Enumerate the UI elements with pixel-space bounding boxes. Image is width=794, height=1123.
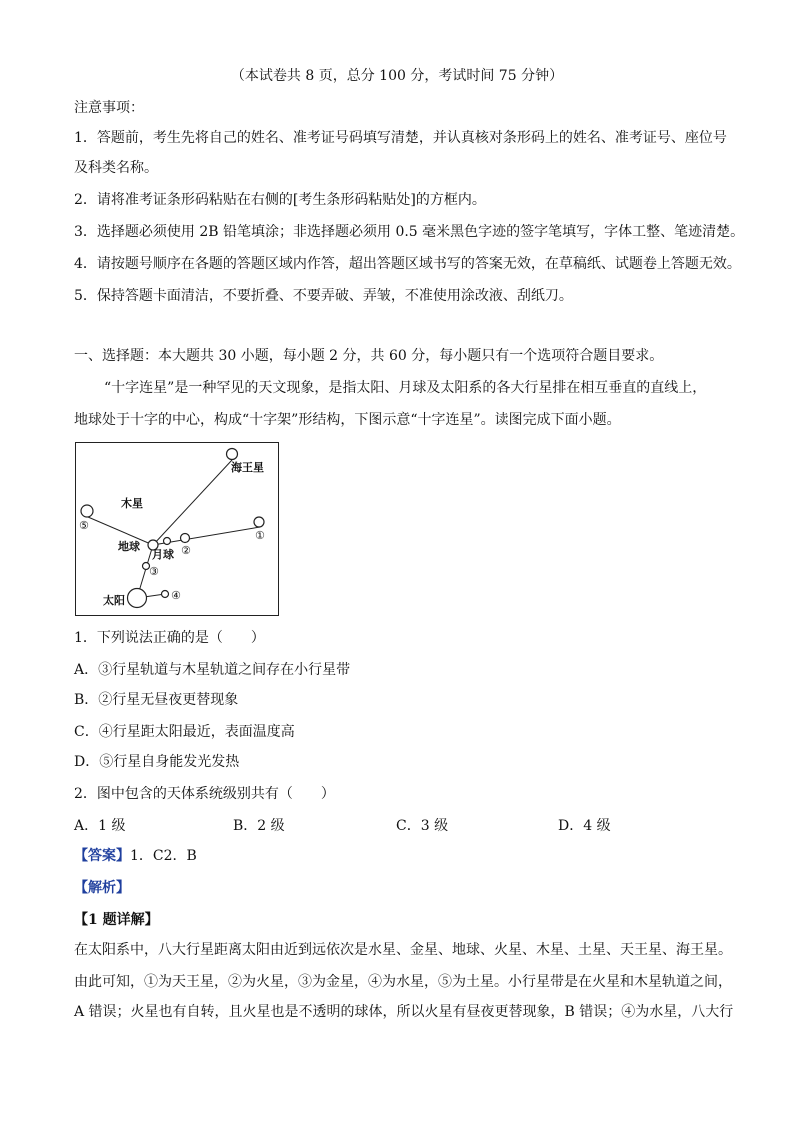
planet2-circle [181, 534, 190, 543]
planet5-label: ⑤ [79, 519, 89, 532]
analysis-label: 【解析】 [74, 880, 130, 896]
question-2-option-a: A．1 级 [74, 818, 126, 834]
planet4-label: ④ [171, 589, 181, 602]
question-2-option-b: B．2 级 [233, 818, 285, 834]
cross-planets-figure [75, 442, 279, 616]
answer-label: 【答案】 [74, 848, 130, 864]
analysis-line: 在太阳系中，八大行星距离太阳由近到远依次是水星、金星、地球、火星、木星、土星、天王星、海王星。 [74, 942, 732, 958]
notice-item: 2．请将准考证条形码粘贴在右侧的[考生条形码粘贴处]的方框内。 [74, 192, 486, 208]
section-heading: 一、选择题：本大题共 30 小题，每小题 2 分，共 60 分，每小题只有一个选项符合题目要求。 [74, 348, 664, 364]
neptune-label: 海王星 [231, 462, 264, 474]
question-2-option-c: C．3 级 [396, 818, 449, 834]
exam-info: （本试卷共 8 页，总分 100 分，考试时间 75 分钟） [230, 68, 564, 84]
notice-item: 及科类名称。 [74, 160, 158, 176]
answer-text: 1．C2．B [130, 848, 197, 864]
intro-line: “十字连星”是一种罕见的天文现象，是指太阳、月球及太阳系的各大行星排在相互垂直的直线上， [104, 380, 707, 396]
notice-item: 3．选择题必须使用 2B 铅笔填涂；非选择题必须用 0.5 毫米黑色字迹的签字笔填写，字体工整、笔迹清楚。 [74, 224, 745, 240]
earth-label: 地球 [118, 541, 140, 553]
planet1-label: ① [255, 529, 265, 542]
sun-circle [128, 589, 147, 608]
moon-label: 月球 [152, 549, 174, 561]
planet4-circle [162, 591, 169, 598]
notice-title: 注意事项： [74, 100, 144, 116]
notice-item: 4．请按题号顺序在各题的答题区域内作答，超出答题区域书写的答案无效，在草稿纸、试题卷上答题无效。 [74, 256, 741, 272]
planet3-label: ③ [149, 565, 159, 578]
question-1-stem: 1．下列说法正确的是（ ） [74, 630, 265, 646]
jupiter-label: 木星 [121, 498, 143, 510]
analysis-line: A 错误；火星也有自转，且火星也是不透明的球体，所以火星有昼夜更替现象，B 错误；④为水星，八大行 [74, 1004, 734, 1020]
planet1-circle [254, 517, 264, 527]
notice-item: 1．答题前，考生先将自己的姓名、准考证号码填写清楚，并认真核对条形码上的姓名、准考证号、座位号 [74, 130, 727, 146]
analysis-detail-label: 【1 题详解】 [74, 912, 159, 928]
answer-row [74, 846, 197, 866]
question-1-option-a: A．③行星轨道与木星轨道之间存在小行星带 [74, 662, 351, 678]
neptune-circle [227, 449, 238, 460]
planet5-circle [81, 505, 93, 517]
question-2-option-d: D．4 级 [558, 818, 611, 834]
notice-item: 5．保持答题卡面清洁，不要折叠、不要弄破、弄皱，不准使用涂改液、刮纸刀。 [74, 288, 573, 304]
planet2-label: ② [181, 544, 191, 557]
moon-circle [164, 538, 171, 545]
question-1-option-c: C．④行星距太阳最近，表面温度高 [74, 724, 295, 740]
question-1-option-d: D．⑤行星自身能发光发热 [74, 754, 240, 770]
analysis-line: 由此可知，①为天王星，②为火星，③为金星，④为水星，⑤为土星。小行星带是在火星和木星轨道之间， [74, 974, 732, 990]
sun-label: 太阳 [103, 595, 125, 607]
intro-line: 地球处于十字的中心，构成“十字架”形结构，下图示意“十字连星”。读图完成下面小题。 [74, 412, 621, 428]
question-2-stem: 2．图中包含的天体系统级别共有（ ） [74, 786, 335, 802]
question-1-option-b: B．②行星无昼夜更替现象 [74, 692, 239, 708]
